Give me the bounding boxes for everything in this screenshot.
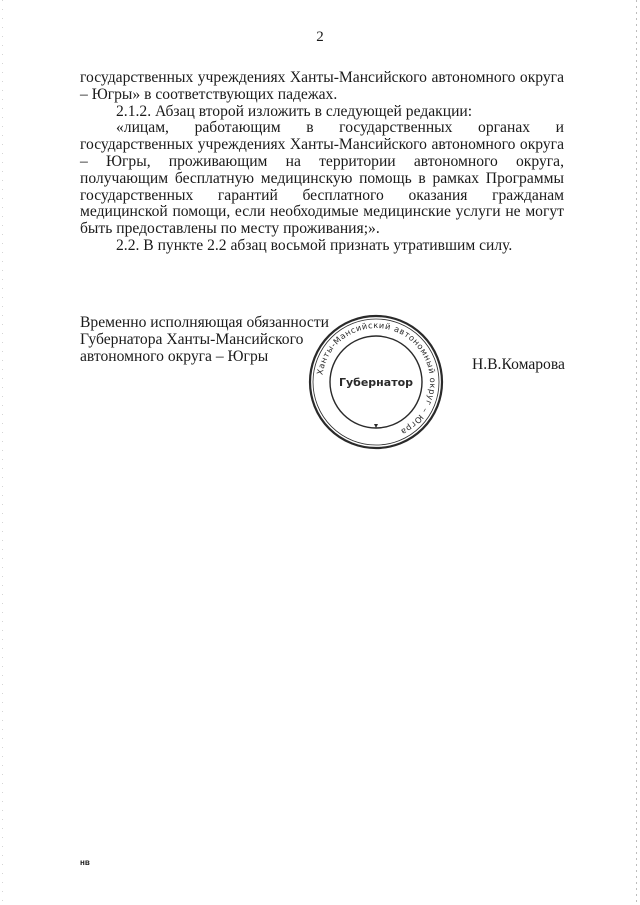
signatory-title [80,315,330,365]
signatory-title-line: Губернатора Ханты-Мансийского [80,330,304,348]
signatory-title-line: Временно исполняющая обязанности [80,314,329,331]
scan-edge-right [636,0,637,905]
paragraph-continuation: государственных учреждениях Ханты-Мансийского автономного округа – Югры» в соответствующих падежах. [80,69,564,103]
signatory-name: Н.В.Комарова [472,356,565,373]
seal-ring-text: Ханты-Мансийский автономный округ – Югра [314,319,439,438]
page-number: 2 [316,29,324,45]
seal-center-text: Губернатор [338,376,414,389]
paragraph-2-1-2: 2.1.2. Абзац второй изложить в следующей редакции: [116,102,473,120]
signatory-title-line: автономного округа – Югры [80,347,269,365]
scan-edge-left [2,0,3,905]
document-body [80,70,564,255]
footer-initials: нв [80,858,90,867]
official-seal [306,312,446,452]
paragraph-quoted-wording: «лицам, работающим в государственных органах и государственных учреждениях Ханты-Мансийского автономного округа – Югры, проживающим на территории автономного округа, получающим бесплатную медицинскую помощь в рамках Программы государственных гарантий бесплатного оказания гражданам медицинской помощи, если необходимые медицинские услуги не могут быть предоставлены по месту проживания;». [80,119,564,238]
paragraph-2-2: 2.2. В пункте 2.2 абзац восьмой признать утратившим силу. [116,236,513,254]
